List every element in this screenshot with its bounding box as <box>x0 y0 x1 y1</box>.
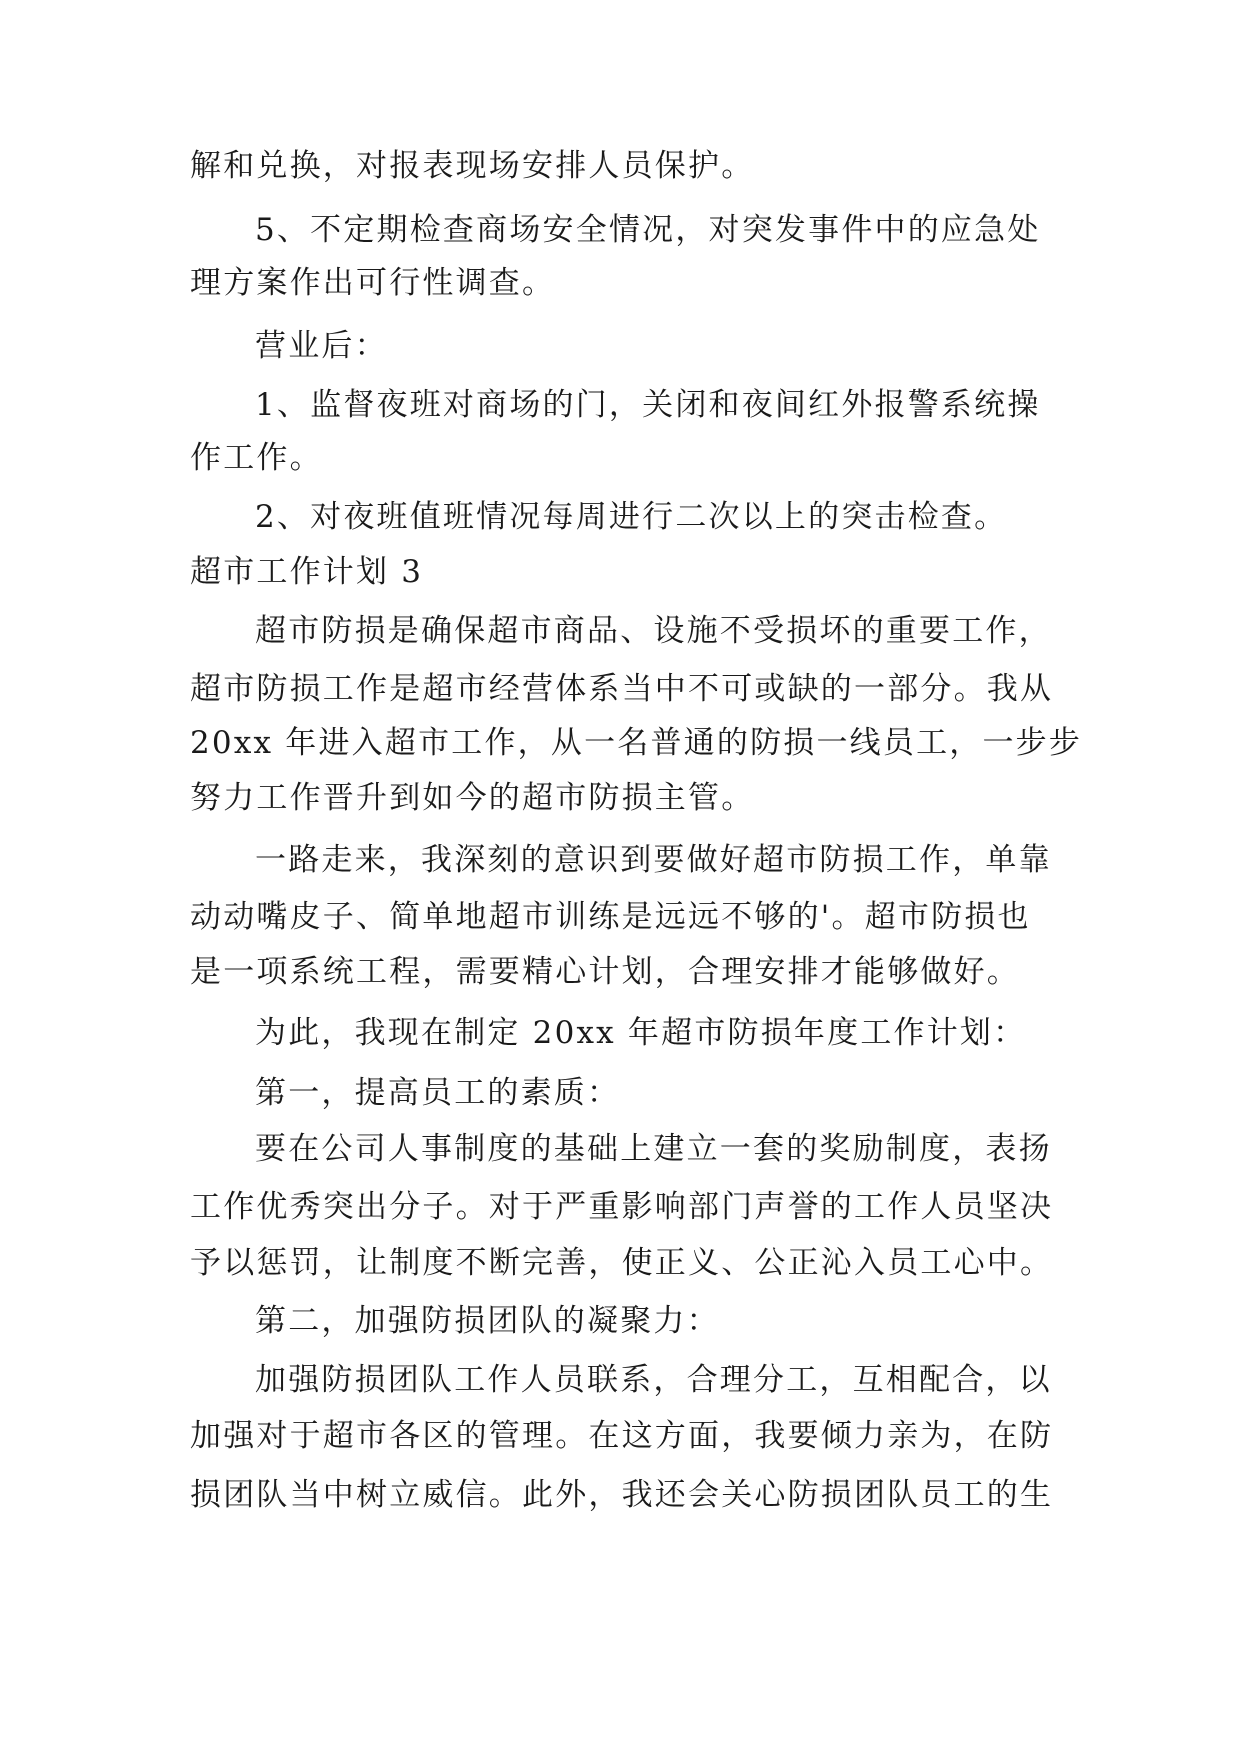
section-heading: 第二，加强防损团队的凝聚力： <box>255 1303 720 1339</box>
paragraph-line: 加强对于超市各区的管理。在这方面，我要倾力亲为，在防 <box>190 1418 1054 1454</box>
paragraph-line: 5、不定期检查商场安全情况，对突发事件中的应急处 <box>255 212 1041 248</box>
paragraph-line: 一路走来，我深刻的意识到要做好超市防损工作，单靠 <box>255 842 1052 878</box>
paragraph-line: 加强防损团队工作人员联系，合理分工，互相配合，以 <box>255 1362 1052 1398</box>
paragraph-line: 超市防损是确保超市商品、设施不受损坏的重要工作， <box>255 613 1052 649</box>
paragraph-line: 作工作。 <box>190 440 323 476</box>
paragraph-line: 解和兑换，对报表现场安排人员保护。 <box>190 148 755 184</box>
paragraph-line: 动动嘴皮子、简单地超市训练是远远不够的'。超市防损也 <box>190 899 1031 935</box>
paragraph-line: 理方案作出可行性调查。 <box>190 265 556 301</box>
paragraph-line: 工作优秀突出分子。对于严重影响部门声誉的工作人员坚决 <box>190 1189 1054 1225</box>
document-title: 超市工作计划 3 <box>190 554 424 590</box>
paragraph-line: 努力工作晋升到如今的超市防损主管。 <box>190 780 755 816</box>
paragraph-line: 超市防损工作是超市经营体系当中不可或缺的一部分。我从 <box>190 671 1054 707</box>
paragraph-line: 损团队当中树立威信。此外，我还会关心防损团队员工的生 <box>190 1477 1054 1513</box>
section-heading: 第一，提高员工的素质： <box>255 1075 621 1111</box>
paragraph-line: 2、对夜班值班情况每周进行二次以上的突击检查。 <box>255 499 1008 535</box>
paragraph-line: 是一项系统工程，需要精心计划，合理安排才能够做好。 <box>190 954 1020 990</box>
paragraph-line: 1、监督夜班对商场的门，关闭和夜间红外报警系统操 <box>255 387 1041 423</box>
paragraph-line: 予以惩罚，让制度不断完善，使正义、公正沁入员工心中。 <box>190 1245 1054 1281</box>
paragraph-line: 要在公司人事制度的基础上建立一套的奖励制度，表扬 <box>255 1131 1052 1167</box>
paragraph-line: 为此，我现在制定 20xx 年超市防损年度工作计划： <box>255 1015 1027 1051</box>
paragraph-line: 20xx 年进入超市工作，从一名普通的防损一线员工，一步步 <box>190 725 1083 761</box>
section-heading: 营业后： <box>255 328 388 364</box>
